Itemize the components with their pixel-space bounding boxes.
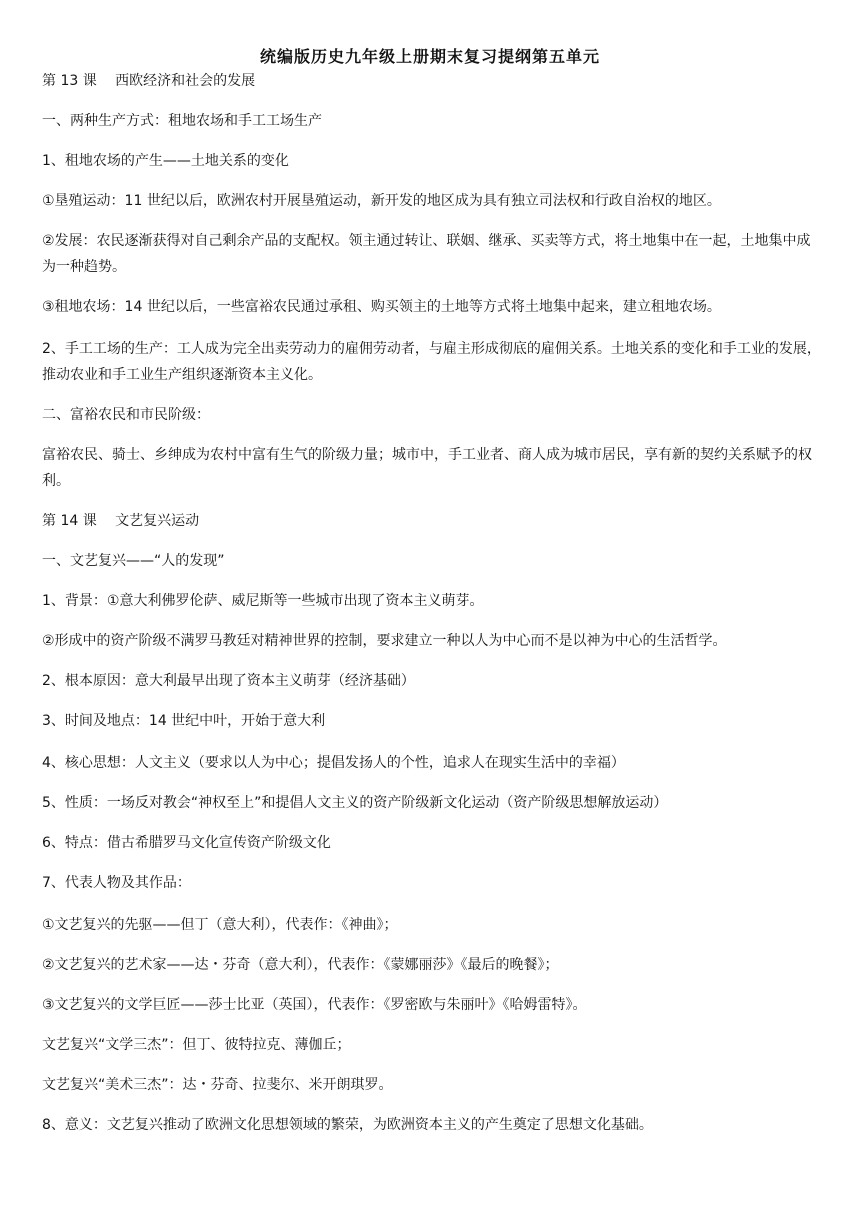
paragraph-significance: 8、意义：文艺复兴推动了欧洲文化思想领域的繁荣，为欧洲资本主义的产生奠定了思想文化基础。 — [42, 1117, 653, 1133]
subsection-heading-1: 1、租地农场的产生——土地关系的变化 — [42, 153, 289, 169]
paragraph-core-idea: 4、核心思想：人文主义（要求以人为中心；提倡发扬人的个性，追求人在现实生活中的幸福） — [42, 755, 625, 771]
section-heading-2: 二、富裕农民和市民阶级： — [42, 407, 210, 423]
paragraph-feature: 6、特点：借古希腊罗马文化宣传资产阶级文化 — [42, 835, 331, 851]
paragraph-background: 1、背景：①意大利佛罗伦萨、威尼斯等一些城市出现了资本主义萌芽。 — [42, 593, 484, 609]
paragraph-figures: 7、代表人物及其作品： — [42, 875, 191, 891]
paragraph-tenant-farm: ③租地农场：14 世纪以后，一些富裕农民通过承租、购买领主的土地等方式将土地集中起来，建立租地农场。 — [42, 299, 721, 315]
paragraph-time-place: 3、时间及地点：14 世纪中叶，开始于意大利 — [42, 713, 326, 729]
paragraph-literature-three: 文艺复兴“文学三杰”：但丁、彼特拉克、薄伽丘； — [42, 1037, 351, 1053]
paragraph-workshop: 2、手工工场的生产：工人成为完全出卖劳动力的雇佣劳动者，与雇主形成彻底的雇佣关系。土地关系的变化和手工业的发展，推动农业和手工业生产组织逐渐资本主义化。 — [42, 341, 821, 383]
section-heading-1: 一、两种生产方式：租地农场和手工工场生产 — [42, 113, 322, 129]
paragraph-dante: ①文艺复兴的先驱——但丁（意大利），代表作：《神曲》； — [42, 917, 398, 933]
paragraph-da-vinci: ②文艺复兴的艺术家——达・芬奇（意大利），代表作：《蒙娜丽莎》《最后的晚餐》； — [42, 957, 559, 973]
paragraph-reclamation: ①垦殖运动：11 世纪以后，欧洲农村开展垦殖运动，新开发的地区成为具有独立司法权和行政自治权的地区。 — [42, 193, 721, 209]
lesson-14-heading: 第 14 课 文艺复兴运动 — [42, 513, 200, 529]
paragraph-root-cause: 2、根本原因：意大利最早出现了资本主义萌芽（经济基础） — [42, 673, 415, 689]
paragraph-nature: 5、性质：一场反对教会“神权至上”和提倡人文主义的资产阶级新文化运动（资产阶级思想解放运动） — [42, 795, 668, 811]
paragraph-development: ②发展：农民逐渐获得对自己剩余产品的支配权。领主通过转让、联姻、继承、买卖等方式，将土地集中在一起，土地集中成为一种趋势。 — [42, 233, 811, 275]
document-title: 统编版历史九年级上册期末复习提纲第五单元 — [259, 47, 600, 66]
paragraph-bourgeoisie: ②形成中的资产阶级不满罗马教廷对精神世界的控制，要求建立一种以人为中心而不是以神为中心的生活哲学。 — [42, 633, 727, 649]
paragraph-shakespeare: ③文艺复兴的文学巨匠——莎士比亚（英国），代表作：《罗密欧与朱丽叶》《哈姆雷特》。 — [42, 997, 587, 1013]
paragraph-art-three: 文艺复兴“美术三杰”：达・芬奇、拉斐尔、米开朗琪罗。 — [42, 1077, 393, 1093]
section-heading-3: 一、文艺复兴——“人的发现” — [42, 553, 225, 569]
paragraph-rich-farmers: 富裕农民、骑士、乡绅成为农村中富有生气的阶级力量；城市中，手工业者、商人成为城市居民，享有新的契约关系赋予的权利。 — [42, 447, 812, 489]
lesson-13-heading: 第 13 课 西欧经济和社会的发展 — [42, 73, 256, 89]
